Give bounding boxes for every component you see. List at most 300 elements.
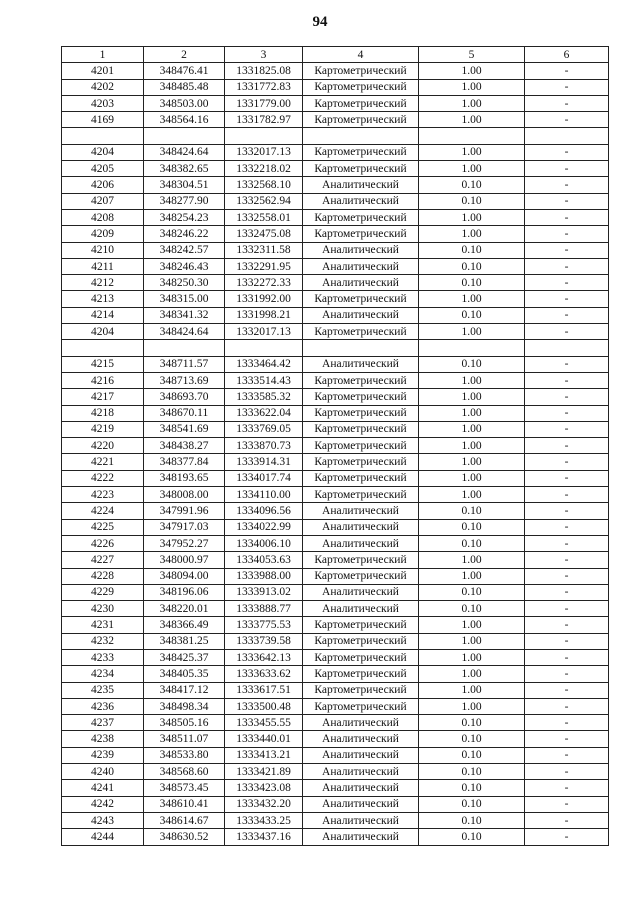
cell-accuracy: 0.10: [419, 715, 525, 731]
cell-x-coordinate: 348315.00: [144, 291, 225, 307]
table-row: [62, 307, 609, 323]
cell-accuracy: 1.00: [419, 63, 525, 79]
cell-accuracy: 1.00: [419, 666, 525, 682]
cell-y-coordinate: 1334006.10: [225, 535, 303, 551]
cell-accuracy: 1.00: [419, 161, 525, 177]
cell-x-coordinate: 348000.97: [144, 552, 225, 568]
table-row: [62, 438, 609, 454]
cell-method: Аналитический: [303, 535, 419, 551]
cell-y-coordinate: 1332568.10: [225, 177, 303, 193]
table-row: [62, 601, 609, 617]
cell-x-coordinate: 348503.00: [144, 95, 225, 111]
cell-accuracy: 1.00: [419, 144, 525, 160]
cell-point-number: 4244: [62, 829, 144, 845]
cell-method: Аналитический: [303, 258, 419, 274]
table-row: [62, 698, 609, 714]
cell-point-number: 4220: [62, 438, 144, 454]
cell-note: -: [525, 584, 609, 600]
cell-note: -: [525, 275, 609, 291]
cell-note: -: [525, 568, 609, 584]
table-row: [62, 731, 609, 747]
cell-x-coordinate: 348008.00: [144, 487, 225, 503]
cell-accuracy: 1.00: [419, 568, 525, 584]
cell-y-coordinate: 1333988.00: [225, 568, 303, 584]
cell-point-number: 4223: [62, 487, 144, 503]
cell-x-coordinate: 348382.65: [144, 161, 225, 177]
cell-x-coordinate: 348533.80: [144, 747, 225, 763]
cell-accuracy: 0.10: [419, 356, 525, 372]
cell-note: -: [525, 454, 609, 470]
cell-point-number: 4234: [62, 666, 144, 682]
cell-point-number: 4239: [62, 747, 144, 763]
cell-y-coordinate: 1333769.05: [225, 421, 303, 437]
page-number: 94: [312, 14, 328, 30]
cell-accuracy: 1.00: [419, 552, 525, 568]
cell-x-coordinate: 348630.52: [144, 829, 225, 845]
cell-note: -: [525, 209, 609, 225]
cell-x-coordinate: 348438.27: [144, 438, 225, 454]
cell-note: -: [525, 63, 609, 79]
table-row: [62, 79, 609, 95]
cell-note: -: [525, 112, 609, 128]
cell-note: -: [525, 796, 609, 812]
cell-x-coordinate: 347917.03: [144, 519, 225, 535]
cell-method: Картометрический: [303, 421, 419, 437]
cell-accuracy: 1.00: [419, 454, 525, 470]
table-row: [62, 275, 609, 291]
table-row: [62, 242, 609, 258]
table-row: [62, 584, 609, 600]
column-header-6: 6: [525, 47, 609, 63]
cell-point-number: 4229: [62, 584, 144, 600]
cell-method: Картометрический: [303, 470, 419, 486]
cell-note: [525, 128, 609, 144]
cell-note: -: [525, 470, 609, 486]
table-row: [62, 568, 609, 584]
table-row: [62, 161, 609, 177]
cell-point-number: 4242: [62, 796, 144, 812]
cell-x-coordinate: 348405.35: [144, 666, 225, 682]
cell-y-coordinate: 1333870.73: [225, 438, 303, 454]
table-row: [62, 193, 609, 209]
cell-note: -: [525, 698, 609, 714]
cell-note: -: [525, 193, 609, 209]
cell-x-coordinate: 348693.70: [144, 389, 225, 405]
cell-method: [303, 128, 419, 144]
table-row: [62, 63, 609, 79]
cell-accuracy: 0.10: [419, 519, 525, 535]
cell-method: Картометрический: [303, 568, 419, 584]
table-row: [62, 796, 609, 812]
cell-method: Картометрический: [303, 226, 419, 242]
cell-x-coordinate: 348425.37: [144, 649, 225, 665]
cell-x-coordinate: [144, 128, 225, 144]
table-row: [62, 649, 609, 665]
table-row: [62, 258, 609, 274]
cell-y-coordinate: 1334053.63: [225, 552, 303, 568]
cell-method: Картометрический: [303, 372, 419, 388]
cell-x-coordinate: 348417.12: [144, 682, 225, 698]
cell-y-coordinate: 1332562.94: [225, 193, 303, 209]
table-row: [62, 682, 609, 698]
cell-point-number: 4206: [62, 177, 144, 193]
cell-method: Аналитический: [303, 584, 419, 600]
cell-y-coordinate: 1331772.83: [225, 79, 303, 95]
cell-accuracy: 0.10: [419, 275, 525, 291]
cell-accuracy: 1.00: [419, 487, 525, 503]
cell-accuracy: 1.00: [419, 633, 525, 649]
cell-accuracy: 0.10: [419, 829, 525, 845]
cell-y-coordinate: 1333464.42: [225, 356, 303, 372]
cell-note: -: [525, 438, 609, 454]
cell-x-coordinate: 347991.96: [144, 503, 225, 519]
cell-accuracy: 1.00: [419, 209, 525, 225]
cell-point-number: 4208: [62, 209, 144, 225]
cell-accuracy: 0.10: [419, 812, 525, 828]
cell-y-coordinate: 1334022.99: [225, 519, 303, 535]
cell-method: Картометрический: [303, 291, 419, 307]
cell-accuracy: 0.10: [419, 747, 525, 763]
table-header-row: [62, 47, 609, 63]
cell-method: Аналитический: [303, 275, 419, 291]
cell-note: -: [525, 812, 609, 828]
cell-y-coordinate: 1333775.53: [225, 617, 303, 633]
cell-method: Аналитический: [303, 780, 419, 796]
table-row: [62, 812, 609, 828]
cell-accuracy: 0.10: [419, 307, 525, 323]
coordinates-table: [61, 46, 609, 846]
table-row: [62, 470, 609, 486]
cell-x-coordinate: 348196.06: [144, 584, 225, 600]
cell-x-coordinate: 348242.57: [144, 242, 225, 258]
cell-x-coordinate: 348341.32: [144, 307, 225, 323]
cell-point-number: 4224: [62, 503, 144, 519]
cell-point-number: 4213: [62, 291, 144, 307]
cell-accuracy: 1.00: [419, 470, 525, 486]
cell-accuracy: 0.10: [419, 193, 525, 209]
cell-y-coordinate: 1331779.00: [225, 95, 303, 111]
cell-method: Аналитический: [303, 193, 419, 209]
table-row: [62, 128, 609, 144]
cell-accuracy: 0.10: [419, 535, 525, 551]
cell-y-coordinate: 1333914.31: [225, 454, 303, 470]
cell-method: Картометрический: [303, 405, 419, 421]
cell-accuracy: 1.00: [419, 421, 525, 437]
table-row: [62, 177, 609, 193]
cell-y-coordinate: [225, 128, 303, 144]
cell-y-coordinate: 1333739.58: [225, 633, 303, 649]
cell-y-coordinate: 1333421.89: [225, 764, 303, 780]
cell-point-number: 4218: [62, 405, 144, 421]
cell-note: -: [525, 389, 609, 405]
table-row: [62, 666, 609, 682]
cell-note: -: [525, 291, 609, 307]
cell-method: Картометрический: [303, 389, 419, 405]
cell-y-coordinate: 1333500.48: [225, 698, 303, 714]
cell-point-number: 4211: [62, 258, 144, 274]
cell-method: Картометрический: [303, 633, 419, 649]
cell-accuracy: 1.00: [419, 79, 525, 95]
cell-accuracy: 1.00: [419, 617, 525, 633]
cell-note: -: [525, 258, 609, 274]
table-row: [62, 95, 609, 111]
cell-method: Картометрический: [303, 698, 419, 714]
cell-accuracy: 0.10: [419, 177, 525, 193]
cell-method: Картометрический: [303, 617, 419, 633]
cell-point-number: 4216: [62, 372, 144, 388]
cell-note: -: [525, 519, 609, 535]
cell-x-coordinate: 347952.27: [144, 535, 225, 551]
cell-point-number: 4219: [62, 421, 144, 437]
cell-point-number: 4230: [62, 601, 144, 617]
cell-note: -: [525, 161, 609, 177]
cell-note: -: [525, 535, 609, 551]
table-row: [62, 340, 609, 356]
cell-note: -: [525, 421, 609, 437]
cell-accuracy: 0.10: [419, 796, 525, 812]
cell-x-coordinate: 348505.16: [144, 715, 225, 731]
cell-x-coordinate: 348246.43: [144, 258, 225, 274]
cell-note: -: [525, 503, 609, 519]
cell-x-coordinate: 348094.00: [144, 568, 225, 584]
cell-y-coordinate: 1333413.21: [225, 747, 303, 763]
cell-x-coordinate: 348573.45: [144, 780, 225, 796]
table-row: [62, 780, 609, 796]
cell-point-number: 4217: [62, 389, 144, 405]
cell-note: -: [525, 715, 609, 731]
cell-y-coordinate: 1331825.08: [225, 63, 303, 79]
cell-method: Аналитический: [303, 829, 419, 845]
cell-accuracy: 0.10: [419, 503, 525, 519]
cell-accuracy: 1.00: [419, 95, 525, 111]
cell-x-coordinate: 348485.48: [144, 79, 225, 95]
cell-y-coordinate: 1333437.16: [225, 829, 303, 845]
cell-x-coordinate: 348381.25: [144, 633, 225, 649]
cell-method: Картометрический: [303, 682, 419, 698]
cell-method: Картометрический: [303, 324, 419, 340]
cell-method: Аналитический: [303, 307, 419, 323]
cell-y-coordinate: 1333585.32: [225, 389, 303, 405]
cell-point-number: 4235: [62, 682, 144, 698]
cell-accuracy: 0.10: [419, 584, 525, 600]
cell-method: Картометрический: [303, 454, 419, 470]
cell-x-coordinate: 348711.57: [144, 356, 225, 372]
table-row: [62, 291, 609, 307]
table-row: [62, 454, 609, 470]
cell-method: Картометрический: [303, 209, 419, 225]
table-row: [62, 356, 609, 372]
cell-point-number: 4222: [62, 470, 144, 486]
cell-method: Картометрический: [303, 552, 419, 568]
cell-note: -: [525, 405, 609, 421]
cell-y-coordinate: 1333913.02: [225, 584, 303, 600]
cell-method: Картометрический: [303, 144, 419, 160]
cell-method: Аналитический: [303, 796, 419, 812]
cell-x-coordinate: 348377.84: [144, 454, 225, 470]
cell-note: -: [525, 79, 609, 95]
cell-y-coordinate: 1332291.95: [225, 258, 303, 274]
cell-y-coordinate: 1333622.04: [225, 405, 303, 421]
cell-accuracy: [419, 340, 525, 356]
cell-method: Картометрический: [303, 63, 419, 79]
table-row: [62, 747, 609, 763]
cell-x-coordinate: 348424.64: [144, 144, 225, 160]
table-row: [62, 226, 609, 242]
cell-x-coordinate: [144, 340, 225, 356]
column-header-4: 4: [303, 47, 419, 63]
cell-accuracy: 0.10: [419, 258, 525, 274]
cell-method: Картометрический: [303, 649, 419, 665]
cell-method: Картометрический: [303, 161, 419, 177]
cell-note: -: [525, 731, 609, 747]
cell-note: -: [525, 829, 609, 845]
cell-point-number: 4233: [62, 649, 144, 665]
cell-point-number: 4201: [62, 63, 144, 79]
table-row: [62, 617, 609, 633]
cell-point-number: 4209: [62, 226, 144, 242]
cell-x-coordinate: 348304.51: [144, 177, 225, 193]
cell-y-coordinate: 1334110.00: [225, 487, 303, 503]
cell-y-coordinate: 1333514.43: [225, 372, 303, 388]
table-row: [62, 372, 609, 388]
table-body: [62, 63, 609, 845]
cell-y-coordinate: 1333433.25: [225, 812, 303, 828]
cell-point-number: 4236: [62, 698, 144, 714]
table-row: [62, 519, 609, 535]
cell-accuracy: 1.00: [419, 291, 525, 307]
cell-point-number: 4214: [62, 307, 144, 323]
cell-note: -: [525, 617, 609, 633]
cell-y-coordinate: 1333617.51: [225, 682, 303, 698]
cell-x-coordinate: 348424.64: [144, 324, 225, 340]
cell-y-coordinate: 1331782.97: [225, 112, 303, 128]
cell-note: -: [525, 764, 609, 780]
cell-note: -: [525, 487, 609, 503]
cell-y-coordinate: 1333440.01: [225, 731, 303, 747]
cell-y-coordinate: 1334017.74: [225, 470, 303, 486]
cell-y-coordinate: [225, 340, 303, 356]
cell-method: Картометрический: [303, 666, 419, 682]
cell-point-number: 4238: [62, 731, 144, 747]
cell-note: -: [525, 682, 609, 698]
cell-method: Аналитический: [303, 503, 419, 519]
cell-note: -: [525, 780, 609, 796]
cell-method: [303, 340, 419, 356]
table-row: [62, 715, 609, 731]
cell-y-coordinate: 1332272.33: [225, 275, 303, 291]
cell-point-number: 4210: [62, 242, 144, 258]
cell-method: Картометрический: [303, 79, 419, 95]
cell-note: -: [525, 633, 609, 649]
table-row: [62, 552, 609, 568]
table-row: [62, 764, 609, 780]
cell-point-number: 4215: [62, 356, 144, 372]
cell-y-coordinate: 1331992.00: [225, 291, 303, 307]
cell-y-coordinate: 1333642.13: [225, 649, 303, 665]
cell-note: -: [525, 649, 609, 665]
cell-y-coordinate: 1332475.08: [225, 226, 303, 242]
cell-method: Картометрический: [303, 112, 419, 128]
cell-x-coordinate: 348568.60: [144, 764, 225, 780]
cell-x-coordinate: 348564.16: [144, 112, 225, 128]
column-header-1: 1: [62, 47, 144, 63]
table-row: [62, 209, 609, 225]
cell-point-number: 4204: [62, 144, 144, 160]
cell-note: -: [525, 356, 609, 372]
cell-note: -: [525, 307, 609, 323]
cell-method: Аналитический: [303, 812, 419, 828]
cell-note: [525, 340, 609, 356]
cell-note: -: [525, 601, 609, 617]
cell-point-number: 4231: [62, 617, 144, 633]
cell-note: -: [525, 552, 609, 568]
cell-y-coordinate: 1334096.56: [225, 503, 303, 519]
cell-accuracy: 1.00: [419, 112, 525, 128]
cell-accuracy: 1.00: [419, 438, 525, 454]
cell-point-number: 4203: [62, 95, 144, 111]
cell-x-coordinate: 348713.69: [144, 372, 225, 388]
cell-y-coordinate: 1333888.77: [225, 601, 303, 617]
cell-x-coordinate: 348541.69: [144, 421, 225, 437]
table-row: [62, 421, 609, 437]
cell-x-coordinate: 348277.90: [144, 193, 225, 209]
cell-y-coordinate: 1333432.20: [225, 796, 303, 812]
cell-x-coordinate: 348220.01: [144, 601, 225, 617]
cell-accuracy: 1.00: [419, 389, 525, 405]
column-header-2: 2: [144, 47, 225, 63]
cell-accuracy: 1.00: [419, 324, 525, 340]
cell-x-coordinate: 348610.41: [144, 796, 225, 812]
cell-accuracy: 1.00: [419, 682, 525, 698]
table-row: [62, 112, 609, 128]
cell-method: Аналитический: [303, 519, 419, 535]
cell-x-coordinate: 348254.23: [144, 209, 225, 225]
cell-point-number: 4225: [62, 519, 144, 535]
cell-note: -: [525, 95, 609, 111]
cell-accuracy: [419, 128, 525, 144]
cell-x-coordinate: 348614.67: [144, 812, 225, 828]
cell-y-coordinate: 1331998.21: [225, 307, 303, 323]
table-row: [62, 324, 609, 340]
cell-x-coordinate: 348511.07: [144, 731, 225, 747]
cell-method: Картометрический: [303, 438, 419, 454]
cell-x-coordinate: 348670.11: [144, 405, 225, 421]
cell-y-coordinate: 1333633.62: [225, 666, 303, 682]
cell-method: Аналитический: [303, 715, 419, 731]
cell-x-coordinate: 348193.65: [144, 470, 225, 486]
cell-accuracy: 1.00: [419, 372, 525, 388]
cell-method: Аналитический: [303, 601, 419, 617]
cell-point-number: 4240: [62, 764, 144, 780]
cell-y-coordinate: 1333455.55: [225, 715, 303, 731]
cell-method: Аналитический: [303, 731, 419, 747]
cell-note: -: [525, 177, 609, 193]
cell-point-number: 4169: [62, 112, 144, 128]
cell-point-number: [62, 128, 144, 144]
cell-x-coordinate: 348250.30: [144, 275, 225, 291]
cell-y-coordinate: 1332558.01: [225, 209, 303, 225]
cell-method: Картометрический: [303, 95, 419, 111]
cell-x-coordinate: 348246.22: [144, 226, 225, 242]
cell-accuracy: 0.10: [419, 731, 525, 747]
cell-point-number: 4212: [62, 275, 144, 291]
cell-point-number: [62, 340, 144, 356]
cell-point-number: 4232: [62, 633, 144, 649]
table-row: [62, 389, 609, 405]
table-row: [62, 487, 609, 503]
cell-point-number: 4227: [62, 552, 144, 568]
cell-note: -: [525, 324, 609, 340]
